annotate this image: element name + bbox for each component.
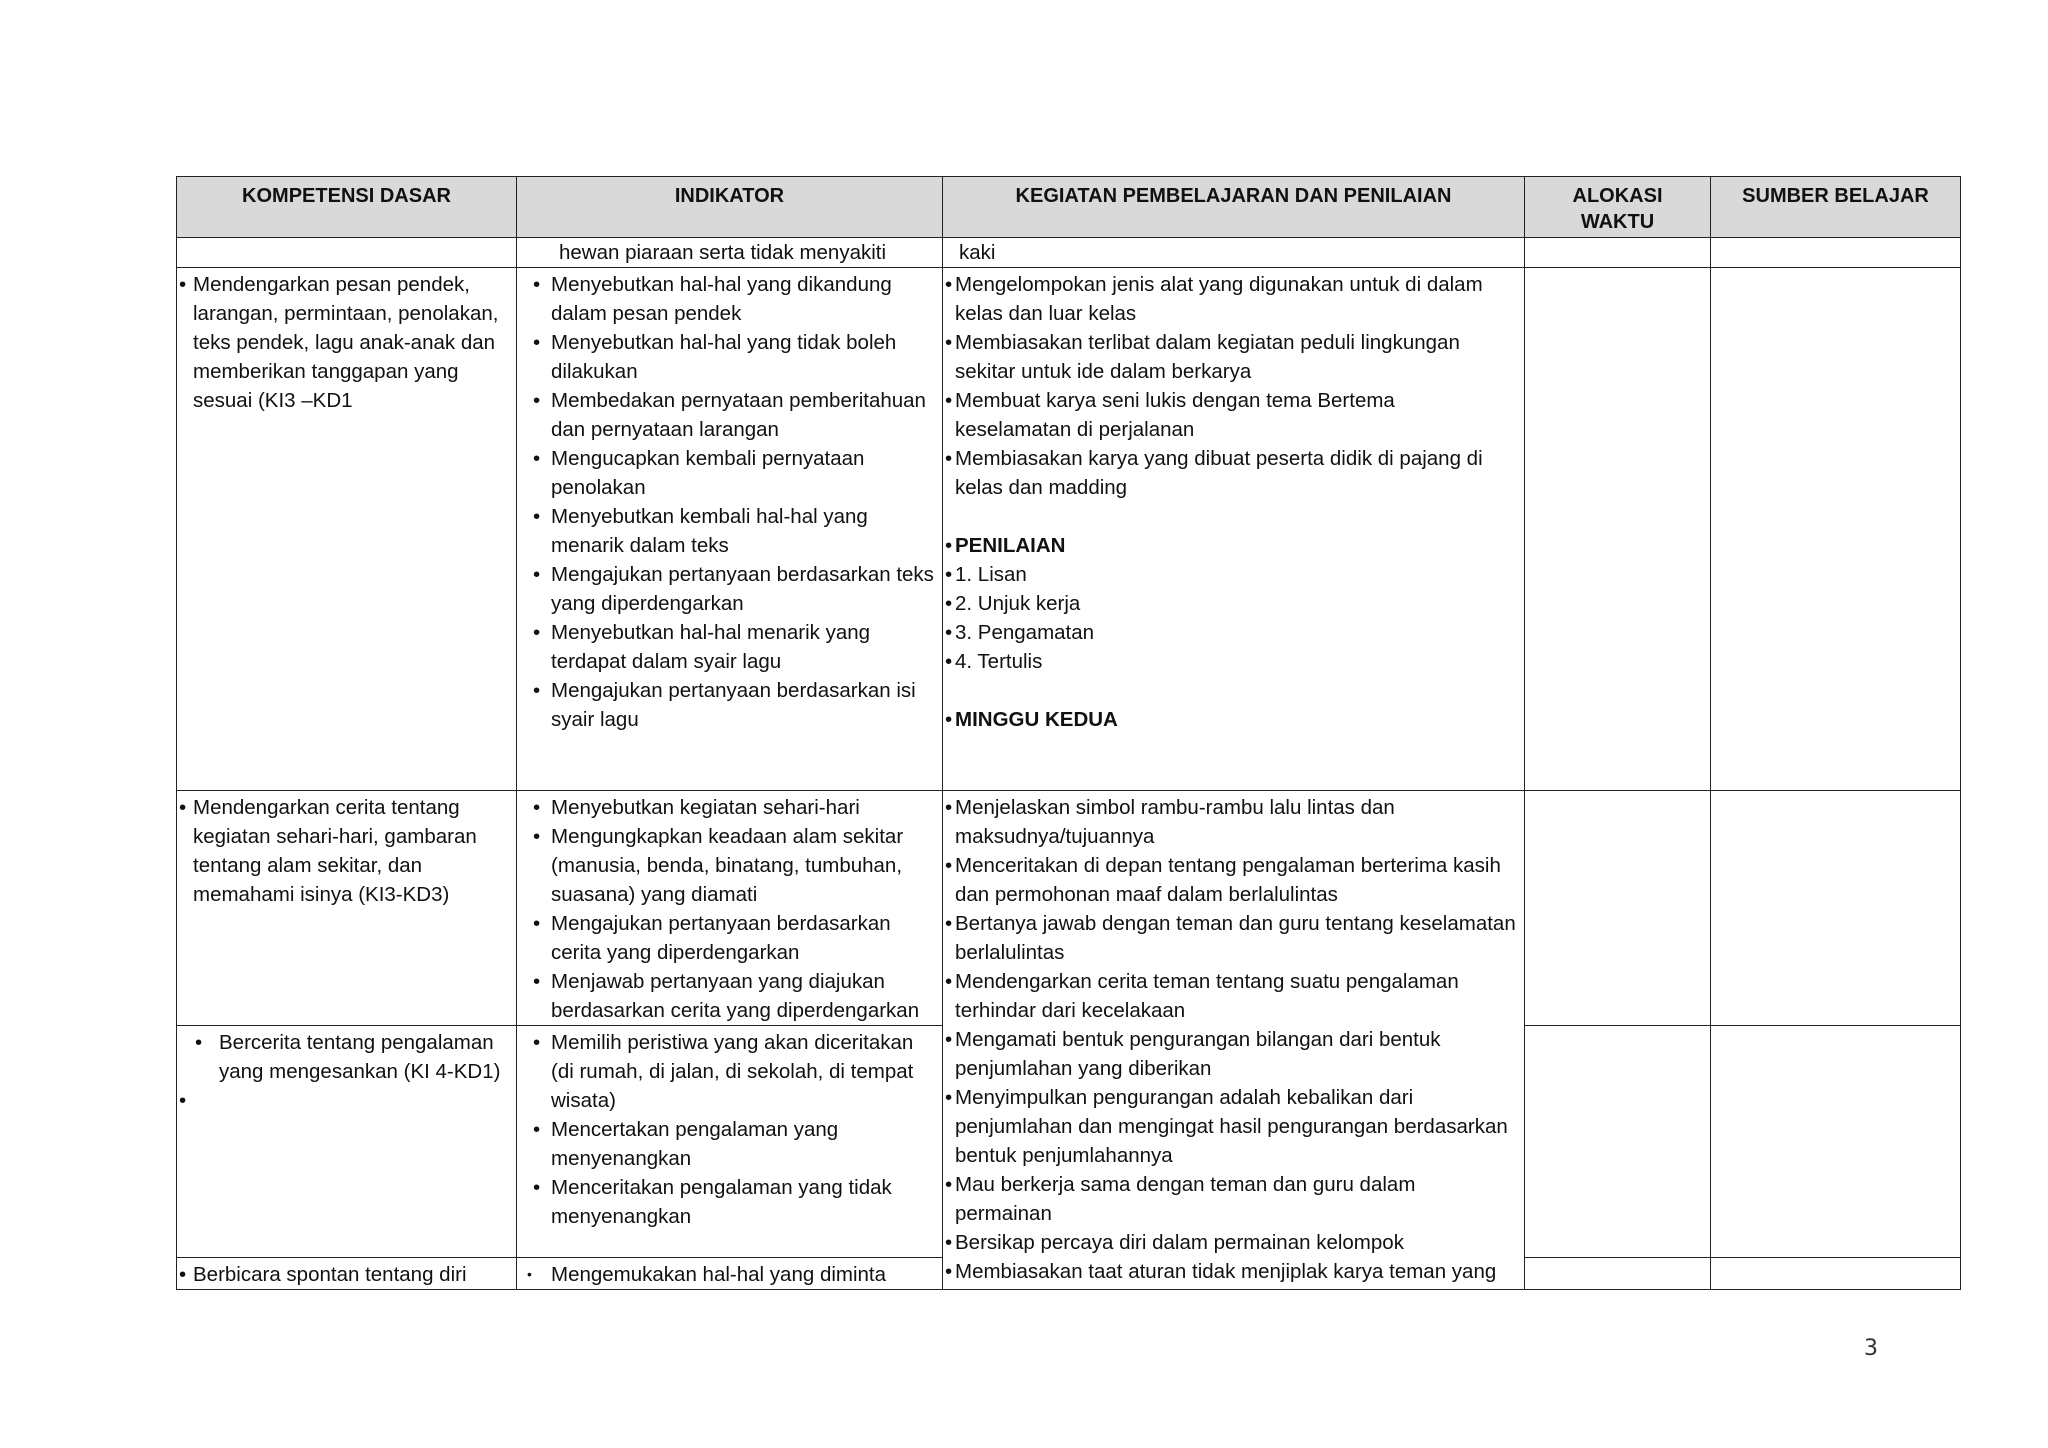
list-item [945,444,1516,502]
kegiatan-text: Menceritakan di depan tentang pengalaman berterima kasih dan permohonan maaf dalam berlalulintas [955,854,1501,906]
header-kegiatan: KEGIATAN PEMBELAJARAN DAN PENILAIAN [943,177,1525,238]
sumber-cell [1711,1026,1961,1258]
indikator-cell [517,1026,943,1258]
bullet-icon: • [945,650,953,673]
bullet-icon: • [533,1176,541,1199]
bullet-icon: • [945,854,953,877]
list-item [945,618,1516,647]
indikator-text: Menyebutkan kegiatan sehari-hari [551,796,860,819]
document-page [176,176,1960,1290]
list-item [533,1028,934,1115]
list-item [945,851,1516,909]
indikator-text: Mencertakan pengalaman yang menyenangkan [551,1118,839,1170]
kegiatan-text: Membiasakan terlibat dalam kegiatan peduli lingkungan sekitar untuk ide dalam berkarya [955,331,1460,383]
table-row [177,268,1961,791]
penilaian-title: PENILAIAN [955,534,1066,557]
kd-text: Mendengarkan pesan pendek, larangan, permintaan, penolakan, teks pendek, lagu anak-anak dan memberikan tanggapan yang sesuai (KI3 –KD1 [193,273,499,412]
bullet-icon: • [945,912,953,935]
bullet-icon: • [533,679,541,702]
header-kompetensi-dasar: KOMPETENSI DASAR [177,177,517,238]
bullet-icon: • [179,1089,187,1112]
bullet-icon: • [945,1260,953,1283]
indikator-text: Memilih peristiwa yang akan diceritakan (di rumah, di jalan, di sekolah, di tempat wisata) [551,1031,914,1112]
indikator-cell [517,1258,943,1290]
kd-text: Bercerita tentang pengalaman yang mengesankan (KI 4-KD1) [219,1031,501,1083]
list-item [945,909,1516,967]
kd-cell-empty [177,238,517,268]
kegiatan-text: Membiasakan taat aturan tidak menjiplak karya teman yang [955,1260,1497,1283]
list-item [533,1173,934,1231]
minggu-heading [945,705,1516,734]
bullet-icon: • [533,796,541,819]
indikator-text: Menjawab pertanyaan yang diajukan berdasarkan cerita yang diperdengarkan [551,970,920,1022]
kd-text: Berbicara spontan tentang diri [193,1263,467,1286]
list-item [533,822,934,909]
bullet-icon: • [533,389,541,412]
bullet-icon: • [179,1263,187,1286]
alokasi-cell [1525,238,1711,268]
list-item [945,967,1516,1025]
indikator-text: Menyebutkan hal-hal yang tidak boleh dilakukan [551,331,897,383]
minggu-title: MINGGU KEDUA [955,708,1118,731]
bullet-icon: • [533,563,541,586]
list-item [945,793,1516,851]
kegiatan-text: Mau berkerja sama dengan teman dan guru dalam permainan [955,1173,1416,1225]
table-row [177,791,1961,1026]
header-sumber-belajar: SUMBER BELAJAR [1711,177,1961,238]
kd-text: Mendengarkan cerita tentang kegiatan sehari-hari, gambaran tentang alam sekitar, dan memahami isinya (KI3-KD3) [193,796,477,906]
list-item [189,1028,506,1086]
header-row [177,177,1961,238]
bullet-icon: • [533,1118,541,1141]
indikator-cell [517,268,943,791]
penilaian-text: 2. Unjuk kerja [955,592,1081,615]
list-item [533,502,934,560]
kegiatan-cell [943,268,1525,791]
kegiatan-cell [943,791,1525,1290]
bullet-icon: • [945,273,953,296]
bullet-icon: • [945,621,953,644]
bullet-icon: • [945,1028,953,1051]
kd-cell [177,1258,517,1290]
indikator-continuation-text: hewan piaraan serta tidak menyakiti [559,241,887,264]
bullet-icon: • [945,447,953,470]
list-item [179,270,506,415]
bullet-icon: • [179,273,187,296]
kegiatan-text: Mengamati bentuk pengurangan bilangan dari bentuk penjumlahan yang diberikan [955,1028,1441,1080]
list-item [533,386,934,444]
indikator-text: Menyebutkan hal-hal yang dikandung dalam pesan pendek [551,273,892,325]
kegiatan-text: Membuat karya seni lukis dengan tema Bertema keselamatan di perjalanan [955,389,1395,441]
list-item [945,1083,1516,1170]
list-item [533,909,934,967]
bullet-icon: • [945,331,953,354]
list-item [179,1260,506,1289]
kegiatan-text: Mendengarkan cerita teman tentang suatu pengalaman terhindar dari kecelakaan [955,970,1459,1022]
list-item [945,647,1516,676]
list-item [533,328,934,386]
penilaian-text: 3. Pengamatan [955,621,1095,644]
bullet-icon: • [527,1266,532,1282]
kegiatan-continuation-text: kaki [959,241,996,264]
bullet-icon: • [945,708,953,731]
list-item [945,1025,1516,1083]
list-item [533,618,934,676]
bullet-icon: • [945,1086,953,1109]
bullet-icon: • [533,505,541,528]
header-alokasi-waktu: ALOKASI WAKTU [1525,177,1711,238]
bullet-icon: • [533,331,541,354]
bullet-icon: • [945,592,953,615]
penilaian-heading [945,531,1516,560]
sumber-cell [1711,268,1961,791]
bullet-icon: • [533,273,541,296]
bullet-icon: • [945,970,953,993]
bullet-icon: • [533,621,541,644]
list-item [945,386,1516,444]
bullet-icon: • [945,796,953,819]
kegiatan-text: Menjelaskan simbol rambu-rambu lalu lintas dan maksudnya/tujuannya [955,796,1395,848]
list-item [533,793,934,822]
list-item [533,270,934,328]
indikator-text: Menceritakan pengalaman yang tidak menyenangkan [551,1176,892,1228]
kegiatan-text: Bertanya jawab dengan teman dan guru tentang keselamatan berlalulintas [955,912,1516,964]
kegiatan-continuation [943,238,1525,268]
list-item [533,444,934,502]
list-item [945,270,1516,328]
indikator-text: Mengajukan pertanyaan berdasarkan teks yang diperdengarkan [551,563,934,615]
sumber-cell [1711,238,1961,268]
indikator-text: Mengajukan pertanyaan berdasarkan cerita yang diperdengarkan [551,912,891,964]
indikator-text: Menyebutkan hal-hal menarik yang terdapat dalam syair lagu [551,621,871,673]
header-indikator: INDIKATOR [517,177,943,238]
sumber-cell [1711,791,1961,1026]
indikator-text: Mengajukan pertanyaan berdasarkan isi syair lagu [551,679,916,731]
list-item [945,589,1516,618]
bullet-icon: • [533,825,541,848]
kd-cell [177,268,517,791]
bullet-icon: • [945,1173,953,1196]
kd-cell [177,791,517,1026]
list-item [533,560,934,618]
continuation-row [177,238,1961,268]
bullet-icon: • [945,534,953,557]
alokasi-cell [1525,268,1711,791]
bullet-icon: • [533,447,541,470]
bullet-icon: • [533,1031,541,1054]
alokasi-cell [1525,1026,1711,1258]
bullet-icon: • [945,563,953,586]
kd-cell [177,1026,517,1258]
bullet-icon: • [945,389,953,412]
bullet-icon: • [195,1031,203,1054]
list-item [533,676,934,734]
page-number: 3 [1864,1336,1878,1361]
indikator-text: Menyebutkan kembali hal-hal yang menarik dalam teks [551,505,868,557]
list-item [945,560,1516,589]
penilaian-text: 4. Tertulis [955,650,1043,673]
list-item [533,1115,934,1173]
empty-bullet [179,1086,506,1115]
alokasi-cell [1525,1258,1711,1290]
indikator-text: Membedakan pernyataan pemberitahuan dan pernyataan larangan [551,389,926,441]
indikator-continuation [517,238,943,268]
bullet-icon: • [945,1231,953,1254]
kegiatan-text: Bersikap percaya diri dalam permainan kelompok [955,1231,1404,1254]
bullet-icon: • [533,912,541,935]
sumber-cell [1711,1258,1961,1290]
list-item [527,1260,934,1289]
bullet-icon: • [179,796,187,819]
kegiatan-text: Menyimpulkan pengurangan adalah kebalikan dari penjumlahan dan mengingat hasil pengurangan berdasarkan bentuk penjumlahannya [955,1086,1508,1167]
list-item [533,967,934,1025]
list-item [945,328,1516,386]
bullet-icon: • [533,970,541,993]
kegiatan-text: Mengelompokan jenis alat yang digunakan untuk di dalam kelas dan luar kelas [955,273,1483,325]
list-item [179,793,506,909]
indikator-cell [517,791,943,1026]
rpp-table [176,176,1961,1290]
list-item [945,1170,1516,1228]
list-item [945,1228,1516,1257]
alokasi-cell [1525,791,1711,1026]
penilaian-text: 1. Lisan [955,563,1027,586]
kegiatan-text: Membiasakan karya yang dibuat peserta didik di pajang di kelas dan madding [955,447,1483,499]
list-item [945,1257,1516,1286]
indikator-text: Mengucapkan kembali pernyataan penolakan [551,447,865,499]
indikator-text: Mengungkapkan keadaan alam sekitar (manusia, benda, binatang, tumbuhan, suasana) yang diamati [551,825,904,906]
indikator-text: Mengemukakan hal-hal yang diminta [551,1263,887,1286]
